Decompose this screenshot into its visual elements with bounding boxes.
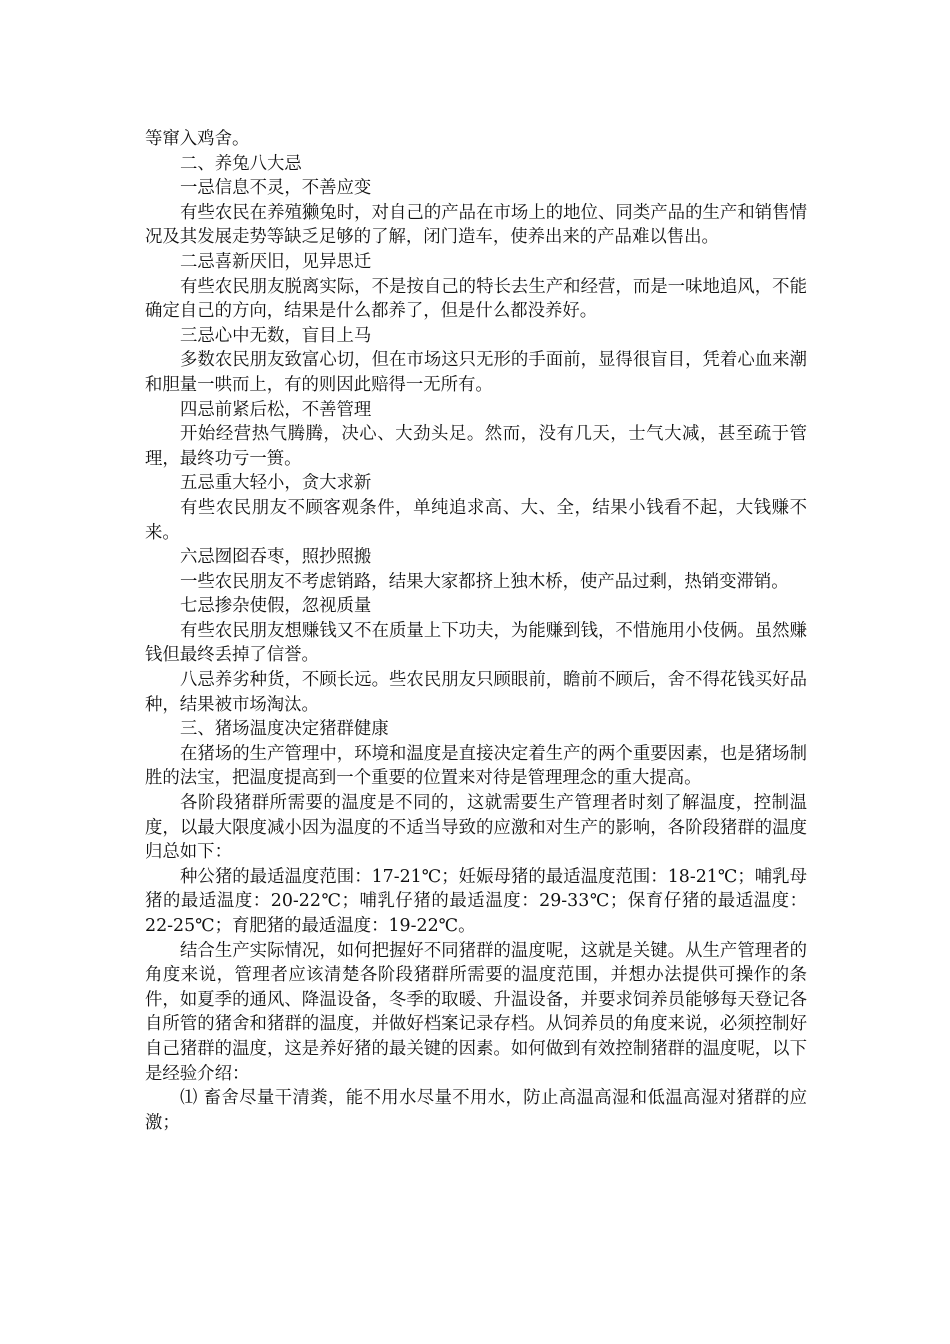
taboo-heading-6: 六忌囫囵吞枣，照抄照搬 <box>180 547 372 568</box>
list-item-1: ⑴ 畜舍尽量干清粪，能不用水尽量不用水，防止高温高湿和低温高湿对猪群的应激； <box>145 1088 807 1133</box>
paragraph: 多数农民朋友致富心切，但在市场这只无形的手面前，显得很盲目，凭着心血来潮和胆量一哄而上，有的则因此赔得一无所有。 <box>145 350 807 395</box>
taboo-heading-3: 三忌心中无数，盲目上马 <box>180 325 372 346</box>
paragraph: 结合生产实际情况，如何把握好不同猪群的温度呢，这就是关键。从生产管理者的角度来说，管理者应该清楚各阶段猪群所需要的温度范围，并想办法提供可操作的条件，如夏季的通风、降温设备，冬季的取暖、升温设备，并要求饲养员能够每天登记各自所管的猪舍和猪群的温度，并做好档案记录存档。从饲养员的角度来说，必须控制好自己猪群的温度，这是养好猪的最关键的因素。如何做到有效控制猪群的温度呢，以下是经验介绍： <box>145 940 807 1084</box>
taboo-heading-5: 五忌重大轻小，贪大求新 <box>180 473 372 494</box>
section-heading-pig-temperature: 三、猪场温度决定猪群健康 <box>180 719 389 740</box>
taboo-heading-4: 四忌前紧后松，不善管理 <box>180 399 372 420</box>
taboo-heading-1: 一忌信息不灵，不善应变 <box>180 178 372 199</box>
taboo-heading-2: 二忌喜新厌旧，见异思迁 <box>180 251 372 272</box>
paragraph: 有些农民在养殖獭兔时，对自己的产品在市场上的地位、同类产品的生产和销售情况及其发展走势等缺乏足够的了解，闭门造车，使养出来的产品难以售出。 <box>145 202 807 248</box>
paragraph: 在猪场的生产管理中，环境和温度是直接决定着生产的两个重要因素，也是猪场制胜的法宝，把温度提高到一个重要的位置来对待是管理理念的重大提高。 <box>145 743 807 789</box>
document-body <box>145 127 807 1135</box>
taboo-heading-8: 八忌养劣种货，不顾长远。些农民朋友只顾眼前，瞻前不顾后，舍不得花钱买好品种，结果被市场淘汰。 <box>145 670 807 715</box>
temperature-ranges-paragraph: 种公猪的最适温度范围：17-21℃；妊娠母猪的最适温度范围：18-21℃；哺乳母猪的最适温度：20-22℃；哺乳仔猪的最适温度：29-33℃；保育仔猪的最适温度：22-25℃；育肥猪的最适温度：19-22℃。 <box>145 866 807 936</box>
paragraph: 开始经营热气腾腾，决心、大劲头足。然而，没有几天，士气大减，甚至疏于管理，最终功亏一篑。 <box>145 424 807 469</box>
paragraph: 有些农民朋友想赚钱又不在质量上下功夫，为能赚到钱，不惜施用小伎俩。虽然赚钱但最终丢掉了信誉。 <box>145 620 807 666</box>
paragraph: 有些农民朋友脱离实际，不是按自己的特长去生产和经营，而是一味地追风，不能确定自己的方向，结果是什么都养了，但是什么都没养好。 <box>145 276 807 322</box>
paragraph: 有些农民朋友不顾客观条件，单纯追求高、大、全，结果小钱看不起，大钱赚不来。 <box>145 497 807 543</box>
paragraph-continuation: 等窜入鸡舍。 <box>145 129 250 149</box>
taboo-heading-7: 七忌掺杂使假，忽视质量 <box>180 596 372 617</box>
paragraph: 一些农民朋友不考虑销路，结果大家都挤上独木桥，使产品过剩，热销变滞销。 <box>180 571 789 592</box>
section-heading-rabbit: 二、养兔八大忌 <box>180 153 302 174</box>
paragraph: 各阶段猪群所需要的温度是不同的，这就需要生产管理者时刻了解温度，控制温度，以最大限度减小因为温度的不适当导致的应激和对生产的影响，各阶段猪群的温度归总如下： <box>145 793 807 863</box>
